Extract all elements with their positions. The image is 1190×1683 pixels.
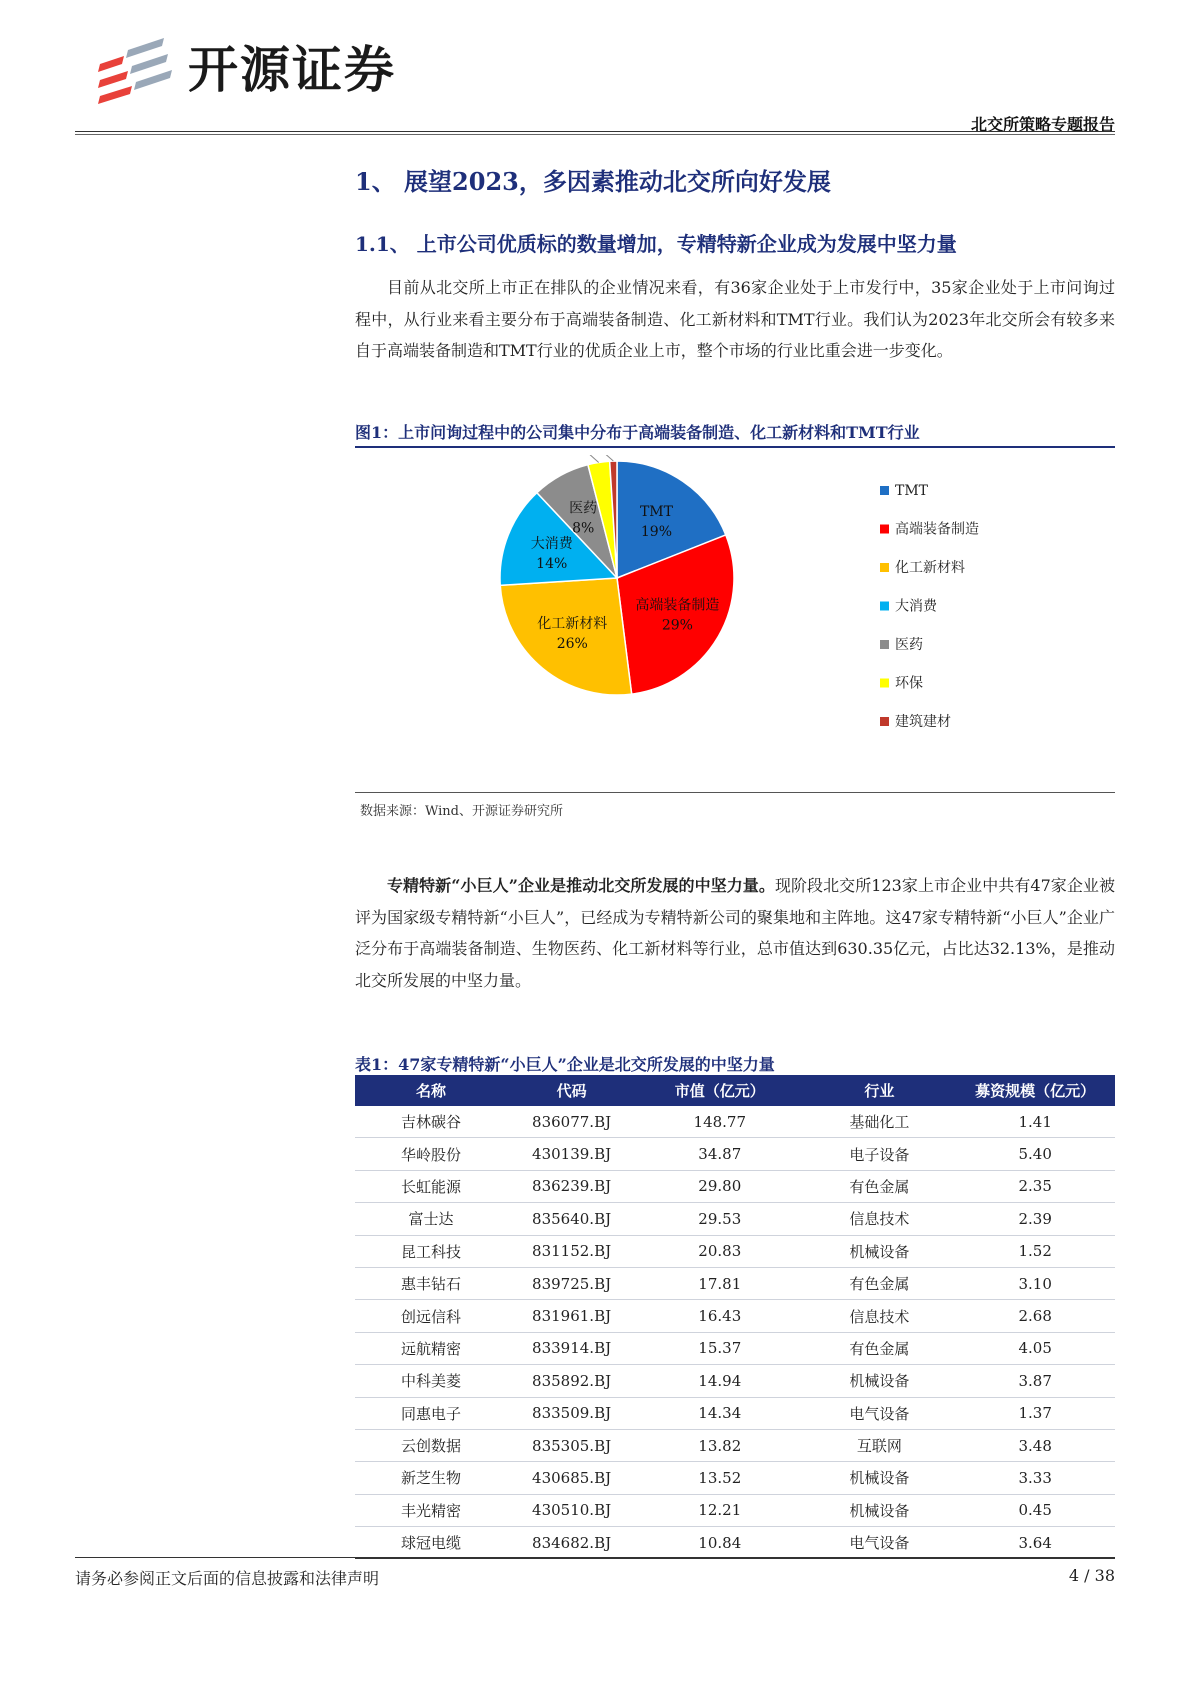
pie-slices bbox=[500, 461, 734, 695]
slice-percent: 29% bbox=[661, 617, 693, 634]
legend-label: 建筑建材 bbox=[895, 714, 951, 730]
table-cell: 创远信科 bbox=[355, 1300, 507, 1332]
table-row bbox=[355, 1332, 1115, 1364]
table-cell: 机械设备 bbox=[803, 1365, 955, 1397]
table-cell: 有色金属 bbox=[803, 1170, 955, 1202]
table-header-cell: 募资规模（亿元） bbox=[955, 1075, 1115, 1106]
section-title: 1、 展望2023，多因素推动北交所向好发展 bbox=[355, 167, 831, 196]
table-cell: 835892.BJ bbox=[507, 1365, 636, 1397]
body-paragraph-1: 目前从北交所上市正在排队的企业情况来看，有36家企业处于上市发行中，35家企业处于上市问询过程中，从行业来看主要分布于高端装备制造、化工新材料和TMT行业。我们认为2023年北交所会有较多来自于高端装备制造和TMT行业的优质企业上市，整个市场的行业比重会进一步变化。 bbox=[355, 278, 1115, 360]
table-cell: 3.10 bbox=[955, 1267, 1115, 1299]
table-cell: 5.40 bbox=[955, 1138, 1115, 1170]
table-cell: 14.94 bbox=[636, 1365, 803, 1397]
table-cell: 13.82 bbox=[636, 1429, 803, 1461]
table-row bbox=[355, 1365, 1115, 1397]
table-cell: 同惠电子 bbox=[355, 1397, 507, 1429]
footer-disclaimer: 请务必参阅正文后面的信息披露和法律声明 bbox=[75, 1569, 380, 1588]
table-cell: 148.77 bbox=[636, 1106, 803, 1138]
table-row bbox=[355, 1203, 1115, 1235]
table-cell: 430685.BJ bbox=[507, 1462, 636, 1494]
table-cell: 17.81 bbox=[636, 1267, 803, 1299]
table-cell: 基础化工 bbox=[803, 1106, 955, 1138]
table-row bbox=[355, 1138, 1115, 1170]
slice-percent: 14% bbox=[536, 556, 568, 573]
legend-swatch bbox=[880, 602, 889, 611]
slice-label: 大消费 bbox=[530, 536, 573, 553]
table-row bbox=[355, 1494, 1115, 1526]
brand-name: 开源证券 bbox=[188, 41, 396, 99]
table-cell: 12.21 bbox=[636, 1494, 803, 1526]
slice-label: 高端装备制造 bbox=[635, 597, 720, 614]
slice-leader-line bbox=[581, 455, 599, 462]
table-header-cell: 代码 bbox=[507, 1075, 636, 1106]
table-cell: 0.45 bbox=[955, 1494, 1115, 1526]
table-header-cell: 行业 bbox=[803, 1075, 955, 1106]
figure-caption-rule bbox=[355, 446, 1115, 448]
table-row bbox=[355, 1235, 1115, 1267]
table-cell: 839725.BJ bbox=[507, 1267, 636, 1299]
table-cell: 吉林碳谷 bbox=[355, 1106, 507, 1138]
table-cell: 云创数据 bbox=[355, 1429, 507, 1461]
table-cell: 中科美菱 bbox=[355, 1365, 507, 1397]
legend-label: 大消费 bbox=[895, 598, 937, 615]
legend-label: 环保 bbox=[895, 675, 923, 692]
table-cell: 长虹能源 bbox=[355, 1170, 507, 1202]
legend-label: TMT bbox=[895, 483, 929, 499]
pie-chart bbox=[355, 455, 1115, 790]
header-divider-thin bbox=[75, 134, 1115, 135]
legend-swatch bbox=[880, 486, 889, 495]
table-cell: 834682.BJ bbox=[507, 1527, 636, 1559]
legend-swatch bbox=[880, 640, 889, 649]
table-cell: 29.53 bbox=[636, 1203, 803, 1235]
table-caption: 表1：47家专精特新“小巨人”企业是北交所发展的中坚力量 bbox=[355, 1055, 775, 1074]
table-row bbox=[355, 1267, 1115, 1299]
table-cell: 14.34 bbox=[636, 1397, 803, 1429]
slice-percent: 8% bbox=[572, 520, 595, 537]
table-cell: 34.87 bbox=[636, 1138, 803, 1170]
table-cell: 信息技术 bbox=[803, 1300, 955, 1332]
table-cell: 831961.BJ bbox=[507, 1300, 636, 1332]
table-row bbox=[355, 1397, 1115, 1429]
table-cell: 430510.BJ bbox=[507, 1494, 636, 1526]
table-body bbox=[355, 1106, 1115, 1559]
table-cell: 29.80 bbox=[636, 1170, 803, 1202]
table-cell: 831152.BJ bbox=[507, 1235, 636, 1267]
legend-swatch bbox=[880, 679, 889, 688]
table-cell: 833914.BJ bbox=[507, 1332, 636, 1364]
table-cell: 2.68 bbox=[955, 1300, 1115, 1332]
slice-percent: 26% bbox=[556, 636, 588, 653]
table-cell: 互联网 bbox=[803, 1429, 955, 1461]
table-cell: 3.87 bbox=[955, 1365, 1115, 1397]
paragraph-body: 现阶段北交所123家上市企业中共有47家企业被评为国家级专精特新“小巨人”，已经成为专精特新公司的聚集地和主阵地。这47家专精特新“小巨人”企业广泛分布于高端装备制造、生物医药、化工新材料等行业，总市值达到630.35亿元，占比达32.13%，是推动北交所发展的中坚力量。 bbox=[355, 876, 1115, 990]
table-cell: 惠丰钻石 bbox=[355, 1267, 507, 1299]
figure-source: 数据来源：Wind、开源证券研究所 bbox=[360, 804, 563, 819]
page-number: 4 / 38 bbox=[1068, 1566, 1115, 1585]
table-cell: 机械设备 bbox=[803, 1494, 955, 1526]
table-cell: 3.48 bbox=[955, 1429, 1115, 1461]
legend-swatch bbox=[880, 525, 889, 534]
table-row bbox=[355, 1106, 1115, 1138]
table-row bbox=[355, 1462, 1115, 1494]
table-cell: 新芝生物 bbox=[355, 1462, 507, 1494]
figure-caption: 图1：上市问询过程中的公司集中分布于高端装备制造、化工新材料和TMT行业 bbox=[355, 423, 920, 442]
table-cell: 信息技术 bbox=[803, 1203, 955, 1235]
legend-label: 高端装备制造 bbox=[895, 521, 979, 538]
brand-logo-icon bbox=[98, 36, 178, 108]
table-row bbox=[355, 1429, 1115, 1461]
table-cell: 昆工科技 bbox=[355, 1235, 507, 1267]
table-cell: 机械设备 bbox=[803, 1462, 955, 1494]
table-cell: 836077.BJ bbox=[507, 1106, 636, 1138]
paragraph-lead: 专精特新“小巨人”企业是推动北交所发展的中坚力量。 bbox=[387, 876, 775, 895]
table-cell: 4.05 bbox=[955, 1332, 1115, 1364]
table-row bbox=[355, 1300, 1115, 1332]
table-cell: 1.41 bbox=[955, 1106, 1115, 1138]
slice-label: 医药 bbox=[569, 500, 598, 517]
body-paragraph-2 bbox=[355, 870, 1115, 996]
table-row bbox=[355, 1527, 1115, 1559]
table-cell: 2.39 bbox=[955, 1203, 1115, 1235]
header-divider bbox=[75, 131, 1115, 132]
table-cell: 有色金属 bbox=[803, 1267, 955, 1299]
table-header-cell: 名称 bbox=[355, 1075, 507, 1106]
table-row bbox=[355, 1170, 1115, 1202]
legend-swatch bbox=[880, 563, 889, 572]
table-cell: 20.83 bbox=[636, 1235, 803, 1267]
subsection-title: 1.1、 上市公司优质标的数量增加，专精特新企业成为发展中坚力量 bbox=[355, 232, 957, 256]
table-cell: 华岭股份 bbox=[355, 1138, 507, 1170]
slice-percent: 19% bbox=[640, 523, 673, 540]
table-cell: 16.43 bbox=[636, 1300, 803, 1332]
table-cell: 10.84 bbox=[636, 1527, 803, 1559]
table-cell: 机械设备 bbox=[803, 1235, 955, 1267]
table-cell: 3.64 bbox=[955, 1527, 1115, 1559]
table-header-cell: 市值（亿元） bbox=[636, 1075, 803, 1106]
report-type: 北交所策略专题报告 bbox=[970, 115, 1115, 134]
table-cell: 1.52 bbox=[955, 1235, 1115, 1267]
legend-label: 医药 bbox=[895, 637, 923, 653]
table-cell: 13.52 bbox=[636, 1462, 803, 1494]
table-cell: 远航精密 bbox=[355, 1332, 507, 1364]
slice-leader-line bbox=[595, 455, 613, 461]
table-cell: 2.35 bbox=[955, 1170, 1115, 1202]
table-header-row bbox=[355, 1075, 1115, 1106]
table-cell: 富士达 bbox=[355, 1203, 507, 1235]
table-cell: 833509.BJ bbox=[507, 1397, 636, 1429]
table-cell: 1.37 bbox=[955, 1397, 1115, 1429]
table-cell: 电气设备 bbox=[803, 1397, 955, 1429]
footer-divider bbox=[75, 1557, 1115, 1558]
table-cell: 球冠电缆 bbox=[355, 1527, 507, 1559]
slice-label: 化工新材料 bbox=[537, 616, 608, 633]
table-cell: 有色金属 bbox=[803, 1332, 955, 1364]
table-cell: 836239.BJ bbox=[507, 1170, 636, 1202]
source-rule bbox=[355, 792, 1115, 793]
table-cell: 电子设备 bbox=[803, 1138, 955, 1170]
table-cell: 835640.BJ bbox=[507, 1203, 636, 1235]
table-cell: 430139.BJ bbox=[507, 1138, 636, 1170]
table-cell: 15.37 bbox=[636, 1332, 803, 1364]
table-cell: 835305.BJ bbox=[507, 1429, 636, 1461]
data-table bbox=[355, 1075, 1115, 1559]
pie-legend bbox=[880, 483, 979, 730]
table-cell: 丰光精密 bbox=[355, 1494, 507, 1526]
table-cell: 电气设备 bbox=[803, 1527, 955, 1559]
slice-label: TMT bbox=[639, 503, 673, 520]
legend-swatch bbox=[880, 717, 889, 726]
legend-label: 化工新材料 bbox=[895, 560, 965, 576]
table-cell: 3.33 bbox=[955, 1462, 1115, 1494]
